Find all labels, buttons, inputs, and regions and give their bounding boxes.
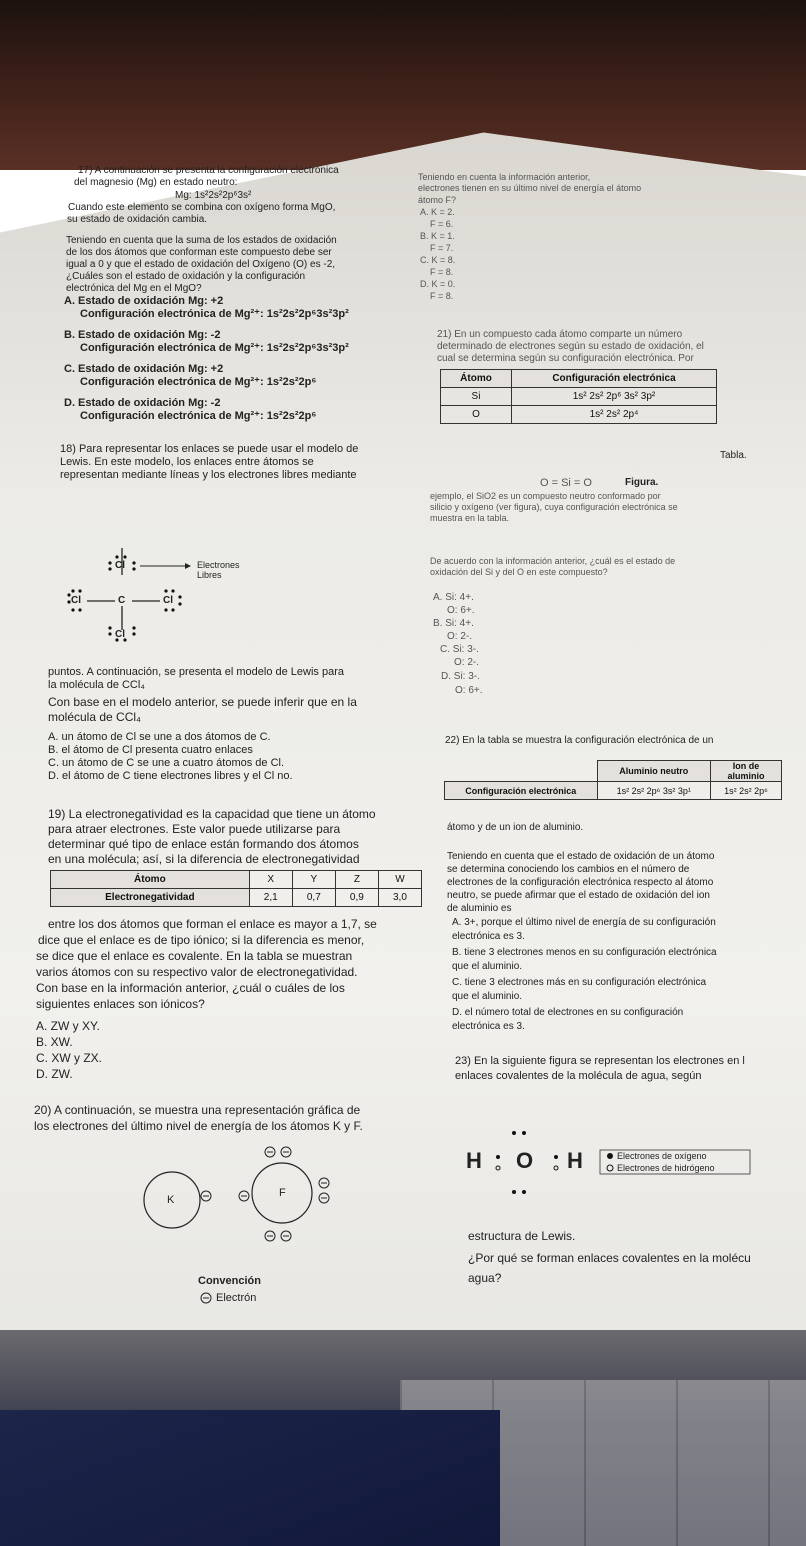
q21-figure-label: Figura.	[625, 477, 659, 488]
q17-option-b-config: Configuración electrónica de Mg²⁺: 1s²2s²2p⁶3s²3p²	[80, 342, 349, 354]
lewis-cl-left: Cl	[71, 595, 81, 606]
lewis-cl-right: Cl	[163, 595, 173, 606]
q23-line4: ¿Por qué se forman enlaces covalentes en la molécu	[468, 1251, 751, 1265]
right-top-line3: átomo F?	[418, 195, 457, 205]
q18-line5: la molécula de CCl₄	[48, 679, 145, 691]
right-top-option-d1: D. K = 0.	[420, 279, 456, 289]
q17-config: Mg: 1s²2s²2p⁶3s²	[175, 190, 252, 201]
legend-oxygen-electrons: Electrones de oxígeno	[617, 1151, 707, 1161]
q18-line4: puntos. A continuación, se presenta el modelo de Lewis para	[48, 666, 344, 678]
q22-option-c2: que el aluminio.	[452, 991, 523, 1002]
q17-line2: del magnesio (Mg) en estado neutro:	[74, 177, 238, 188]
q17-line9: electrónica del Mg en el MgO?	[66, 283, 202, 294]
en-value-z: 0,9	[335, 889, 378, 907]
q21-formula: O = Si = O	[540, 477, 592, 489]
aluminum-header-neutral: Aluminio neutro	[597, 761, 711, 782]
si-o-header-config: Configuración electrónica	[512, 370, 717, 388]
q19-line9: Con base en la información anterior, ¿cuál o cuáles de los	[36, 981, 345, 995]
q22-option-b1: B. tiene 3 electrones menos en su configuración electrónica	[452, 947, 717, 958]
en-header-x: X	[249, 871, 292, 889]
q21-option-d2: O: 6+.	[455, 685, 483, 696]
en-value-x: 2,1	[249, 889, 292, 907]
q17-line1: 17) A continuación se presenta la configuración electrónica	[78, 165, 339, 176]
q21-option-c2: O: 2-.	[454, 657, 480, 668]
q19-line4: en una molécula; así, si la diferencia de electronegatividad	[48, 852, 360, 866]
water-h-right: H	[567, 1148, 583, 1173]
q22-line4: se determina conociendo los cambios en el número de	[447, 864, 690, 875]
q19-line1: 19) La electronegatividad es la capacidad que tiene un átomo	[48, 807, 376, 821]
o-atom: O	[441, 406, 512, 424]
q17-option-d-config: Configuración electrónica de Mg²⁺: 1s²2s²2p⁶	[80, 410, 317, 422]
en-header-z: Z	[335, 871, 378, 889]
legend-hydrogen-electrons: Electrones de hidrógeno	[617, 1163, 715, 1173]
q22-option-d2: electrónica es 3.	[452, 1021, 525, 1032]
si-atom: Si	[441, 388, 512, 406]
q18-line2: Lewis. En este modelo, los enlaces entre átomos se	[60, 456, 314, 468]
en-header-y: Y	[292, 871, 335, 889]
q21-line1: 21) En un compuesto cada átomo comparte un número	[437, 329, 683, 340]
q21-line2: determinado de electrones según su estado de oxidación, el	[437, 341, 704, 352]
q19-line10: siguientes enlaces son iónicos?	[36, 997, 205, 1011]
q17-line4: su estado de oxidación cambia.	[67, 214, 208, 225]
q18-option-d: D. el átomo de C tiene electrones libres y el Cl no.	[48, 770, 293, 782]
q18-option-b: B. el átomo de Cl presenta cuatro enlaces	[48, 744, 253, 756]
o-config: 1s² 2s² 2p⁴	[512, 406, 717, 424]
q21-line4: ejemplo, el SiO2 es un compuesto neutro conformado por	[430, 491, 661, 501]
q22-line1: 22) En la tabla se muestra la configuración electrónica de un	[445, 735, 714, 746]
q19-option-a: A. ZW y XY.	[36, 1019, 100, 1033]
q21-option-c1: C. Si: 3-.	[440, 644, 479, 655]
lewis-c-center: C	[118, 595, 126, 606]
q21-line5: silicio y oxígeno (ver figura), cuya configuración electrónica se	[430, 502, 678, 512]
convention-label: Convención	[198, 1275, 261, 1287]
lewis-label-free: Libres	[197, 570, 222, 580]
atom-f-label: F	[279, 1187, 286, 1199]
q19-line6: dice que el enlace es de tipo iónico; si la diferencia es menor,	[38, 933, 365, 947]
legend-electron: Electrón	[216, 1292, 257, 1304]
q18-option-a: A. un átomo de Cl se une a dos átomos de C.	[48, 731, 271, 743]
q22-option-a2: electrónica es 3.	[452, 931, 525, 942]
q23-line2: enlaces covalentes de la molécula de agua, según	[455, 1070, 702, 1082]
q19-line3: determinar qué tipo de enlace están formando dos átomos	[48, 837, 359, 851]
q21-option-b2: O: 2-.	[447, 631, 473, 642]
aluminum-ion-config: 1s² 2s² 2p⁶	[711, 782, 782, 800]
right-top-option-b1: B. K = 1.	[420, 231, 455, 241]
en-row-label: Electronegatividad	[51, 889, 250, 907]
q19-option-c: C. XW y ZX.	[36, 1051, 102, 1065]
q19-line5: entre los dos átomos que forman el enlace es mayor a 1,7, se	[48, 917, 377, 931]
q18-line3: representan mediante líneas y los electrones libres mediante	[60, 469, 357, 481]
q18-line1: 18) Para representar los enlaces se puede usar el modelo de	[60, 443, 359, 455]
q17-line6: de los dos átomos que conforman este compuesto debe ser	[66, 247, 332, 258]
q21-line7: De acuerdo con la información anterior, ¿cuál es el estado de	[430, 556, 676, 566]
right-top-option-b2: F = 7.	[430, 243, 454, 253]
right-top-option-a2: F = 6.	[430, 219, 454, 229]
lewis-label-electrons: Electrones	[197, 560, 240, 570]
q21-option-d1: D. Si: 3-.	[441, 671, 480, 682]
q21-table-label: Tabla.	[720, 450, 747, 461]
q17-option-a-config: Configuración electrónica de Mg²⁺: 1s²2s²2p⁶3s²3p²	[80, 308, 349, 320]
right-top-line1: Teniendo en cuenta la información anterior,	[418, 172, 591, 182]
q21-line6: muestra en la tabla.	[430, 513, 510, 523]
q23-line5: agua?	[468, 1271, 502, 1285]
en-value-w: 3,0	[378, 889, 421, 907]
q21-line3: cual se determina según su configuración electrónica. Por	[437, 353, 694, 364]
right-top-option-a1: A. K = 2.	[420, 207, 455, 217]
right-top-option-d2: F = 8.	[430, 291, 454, 301]
right-top-option-c1: C. K = 8.	[420, 255, 456, 265]
q22-line6: neutro, se puede afirmar que el estado de oxidación del ion	[447, 890, 710, 901]
q21-option-b1: B. Si: 4+.	[433, 618, 474, 629]
q21-option-a2: O: 6+.	[447, 605, 475, 616]
atom-k-label: K	[167, 1194, 175, 1206]
right-top-option-c2: F = 8.	[430, 267, 454, 277]
q20-line2: los electrones del último nivel de energía de los átomos K y F.	[34, 1119, 363, 1133]
q20-line1: 20) A continuación, se muestra una representación gráfica de	[34, 1103, 361, 1117]
en-header-w: W	[378, 871, 421, 889]
q19-line8: varios átomos con su respectivo valor de electronegatividad.	[36, 965, 358, 979]
q22-option-b2: que el aluminio.	[452, 961, 523, 972]
q22-line5: electrones de la configuración electrónica respecto al átomo	[447, 877, 714, 888]
q18-line6: Con base en el modelo anterior, se puede inferir que en la	[48, 695, 357, 709]
q17-option-d: D. Estado de oxidación Mg: -2	[64, 397, 221, 409]
q19-option-b: B. XW.	[36, 1035, 73, 1049]
q22-option-a1: A. 3+, porque el último nivel de energía de su configuración	[452, 917, 716, 928]
q21-option-a1: A. Si: 4+.	[433, 592, 474, 603]
q22-line7: de aluminio es	[447, 903, 512, 914]
q22-option-c1: C. tiene 3 electrones más en su configuración electrónica	[452, 977, 707, 988]
aluminum-header-ion-line2: aluminio	[727, 771, 765, 781]
si-o-header-atom: Átomo	[441, 370, 512, 388]
lewis-cl-bottom: Cl	[115, 629, 125, 640]
aluminum-header-ion-line1: Ion de	[732, 761, 760, 771]
right-top-line2: electrones tienen en su último nivel de energía el átomo	[418, 183, 642, 193]
q22-option-d1: D. el número total de electrones en su configuración	[452, 1007, 684, 1018]
q17-option-b: B. Estado de oxidación Mg: -2	[64, 329, 221, 341]
q22-line2: átomo y de un ion de aluminio.	[447, 822, 584, 833]
si-config: 1s² 2s² 2p⁶ 3s² 3p²	[512, 388, 717, 406]
q17-line3: Cuando este elemento se combina con oxígeno forma MgO,	[68, 202, 336, 213]
q23-line3: estructura de Lewis.	[468, 1229, 576, 1243]
q18-line7: molécula de CCl₄	[48, 710, 141, 724]
q17-line8: ¿Cuáles son el estado de oxidación y la configuración	[66, 271, 306, 282]
en-value-y: 0,7	[292, 889, 335, 907]
q19-line7: se dice que el enlace es covalente. En la tabla se muestran	[36, 949, 353, 963]
q17-line7: igual a 0 y que el estado de oxidación del Oxígeno (O) es -2,	[66, 259, 336, 270]
aluminum-row-label: Configuración electrónica	[445, 782, 598, 800]
q18-option-c: C. un átomo de C se une a cuatro átomos de Cl.	[48, 757, 285, 769]
aluminum-neutral-config: 1s² 2s² 2p⁶ 3s² 3p¹	[597, 782, 711, 800]
water-o: O	[516, 1148, 534, 1173]
q21-line8: oxidación del Si y del O en este compuesto?	[430, 567, 608, 577]
q22-line3: Teniendo en cuenta que el estado de oxidación de un átomo	[447, 851, 715, 862]
en-header-atom: Átomo	[51, 871, 250, 889]
q19-option-d: D. ZW.	[36, 1067, 73, 1081]
lewis-cl-top: Cl	[115, 560, 125, 571]
q19-line2: para atraer electrones. Este valor puede utilizarse para	[48, 822, 341, 836]
q17-option-a: A. Estado de oxidación Mg: +2	[64, 295, 224, 307]
q17-option-c-config: Configuración electrónica de Mg²⁺: 1s²2s²2p⁶	[80, 376, 317, 388]
q23-line1: 23) En la siguiente figura se representan los electrones en l	[455, 1055, 745, 1067]
water-h-left: H	[466, 1148, 482, 1173]
q17-line5: Teniendo en cuenta que la suma de los estados de oxidación	[66, 235, 337, 246]
q17-option-c: C. Estado de oxidación Mg: +2	[64, 363, 224, 375]
